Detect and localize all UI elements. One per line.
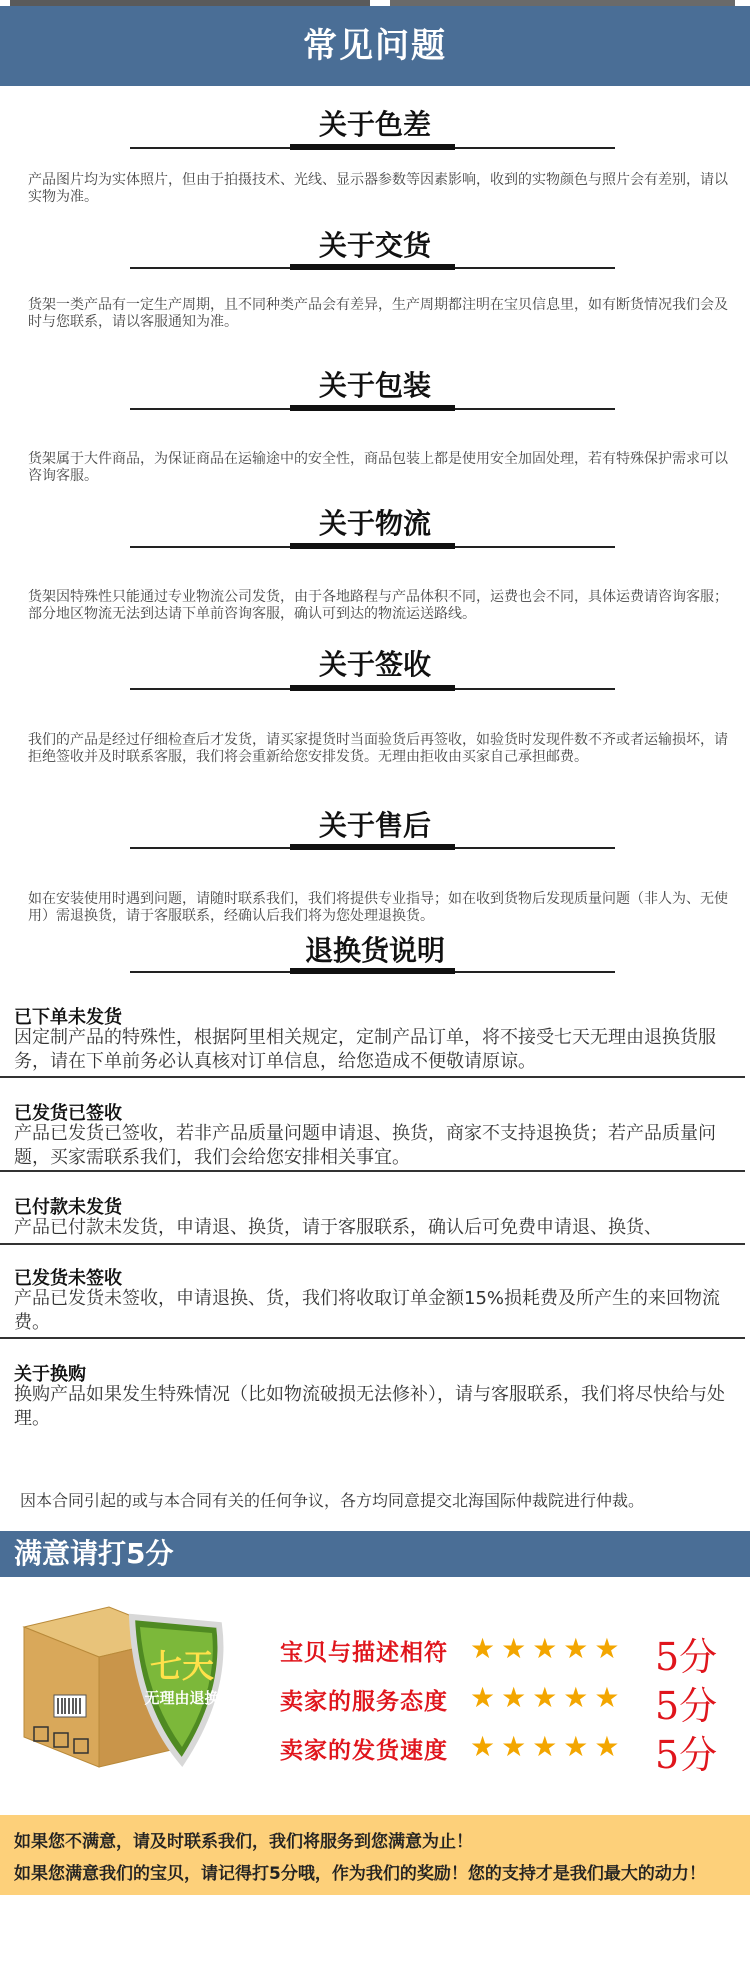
faq-heading-delivery: 关于交货 <box>318 229 431 262</box>
rating-banner <box>0 1531 750 1577</box>
star-rating-icons: ★★★★★ <box>470 1730 626 1763</box>
returns-item-text: 因定制产品的特殊性，根据阿里相关规定，定制产品订单，将不接受七天无理由退换货服务，请在下单前务必认真核对订单信息，给您造成不便敬请原谅。 <box>14 1027 716 1072</box>
returns-item-title: 已付款未发货 <box>14 1197 122 1218</box>
arbitration-notice: 因本合同引起的或与本合同有关的任何争议，各方均同意提交北海国际仲裁院进行仲裁。 <box>20 1491 645 1510</box>
returns-item-title: 已发货未签收 <box>14 1268 122 1289</box>
star-rating-icons: ★★★★★ <box>470 1681 626 1714</box>
faq-divider <box>130 267 615 269</box>
faq-text-aftersale: 如在安装使用时遇到问题，请随时联系我们，我们将提供专业指导；如在收到货物后发现质量问题（非人为、无使用）需退换货，请于客服联系，经确认后我们将为您处理退换货。 <box>28 891 728 924</box>
rating-row-description <box>0 1626 750 1679</box>
returns-item-divider <box>0 1076 745 1078</box>
returns-item-divider <box>0 1170 745 1172</box>
faq-divider <box>130 688 615 690</box>
faq-banner-title: 常见问题 <box>303 26 447 66</box>
returns-item-title: 关于换购 <box>14 1364 86 1385</box>
rating-banner-title: 满意请打5分 <box>14 1537 174 1570</box>
rating-label: 卖家的服务态度 <box>280 1689 448 1715</box>
returns-item-text: 产品已发货已签收，若非产品质量问题申请退、换货，商家不支持退换货；若产品质量问题，买家需联系我们，我们会给您安排相关事宜。 <box>14 1123 716 1168</box>
faq-text-receipt: 我们的产品是经过仔细检查后才发货，请买家提货时当面验货后再签收，如验货时发现件数不齐或者运输损坏，请拒绝签收并及时联系客服，我们将会重新给您安排发货。无理由拒收由买家自己承担邮费。 <box>28 732 728 765</box>
faq-heading-logistics: 关于物流 <box>318 507 431 540</box>
faq-heading-aftersale: 关于售后 <box>318 809 431 842</box>
returns-item-title: 已下单未发货 <box>14 1007 122 1028</box>
returns-divider <box>130 971 615 973</box>
faq-text-packaging: 货架属于大件商品，为保证商品在运输途中的安全性，商品包装上都是使用安全加固处理，若有特殊保护需求可以咨询客服。 <box>28 451 728 484</box>
rating-label: 卖家的发货速度 <box>280 1738 448 1764</box>
returns-item-text: 产品已付款未发货，申请退、换货，请于客服联系，确认后可免费申请退、换货、 <box>14 1217 662 1238</box>
badge-seven-days: 七天 <box>149 1647 214 1685</box>
badge-no-reason-return: 无理由退换 <box>144 1689 220 1707</box>
faq-divider <box>130 847 615 849</box>
faq-divider <box>130 546 615 548</box>
satisfaction-notice <box>0 1815 750 1895</box>
rating-score: 5分 <box>655 1684 718 1728</box>
returns-heading: 退换货说明 <box>304 934 445 967</box>
faq-heading-packaging: 关于包装 <box>318 369 431 402</box>
star-rating-icons: ★★★★★ <box>470 1632 626 1665</box>
faq-heading-receipt: 关于签收 <box>318 648 431 681</box>
notice-line-unsatisfied: 如果您不满意，请及时联系我们，我们将服务到您满意为止！ <box>14 1832 473 1852</box>
rating-score: 5分 <box>655 1635 718 1679</box>
faq-text-delivery: 货架一类产品有一定生产周期，且不同种类产品会有差异，生产周期都注明在宝贝信息里，如有断货情况我们会及时与您联系，请以客服通知为准。 <box>28 297 728 330</box>
rating-score: 5分 <box>655 1733 718 1777</box>
notice-line-satisfied: 如果您满意我们的宝贝，请记得打5分哦，作为我们的奖励！您的支持才是我们最大的动力！ <box>14 1864 706 1884</box>
rating-label: 宝贝与描述相符 <box>280 1640 448 1666</box>
faq-text-color: 产品图片均为实体照片，但由于拍摄技术、光线、显示器参数等因素影响，收到的实物颜色与照片会有差别，请以实物为准。 <box>28 172 728 205</box>
faq-divider <box>130 408 615 410</box>
returns-item-text: 换购产品如果发生特殊情况（比如物流破损无法修补），请与客服联系，我们将尽快给与处理。 <box>14 1384 725 1429</box>
returns-item-text: 产品已发货未签收，申请退换、货，我们将收取订单金额15%损耗费及所产生的来回物流费。 <box>14 1288 721 1333</box>
rating-row-shipping <box>0 1724 750 1777</box>
faq-divider <box>130 147 615 149</box>
returns-item-title: 已发货已签收 <box>14 1103 122 1124</box>
returns-item-divider <box>0 1337 745 1339</box>
returns-item-divider <box>0 1243 745 1245</box>
faq-text-logistics: 货架因特殊性只能通过专业物流公司发货，由于各地路程与产品体积不同，运费也会不同，具体运费请咨询客服；部分地区物流无法到达请下单前咨询客服，确认可到达的物流运送路线。 <box>28 589 728 622</box>
faq-heading-color: 关于色差 <box>318 108 431 141</box>
faq-banner <box>0 6 750 86</box>
rating-row-service <box>0 1675 750 1728</box>
